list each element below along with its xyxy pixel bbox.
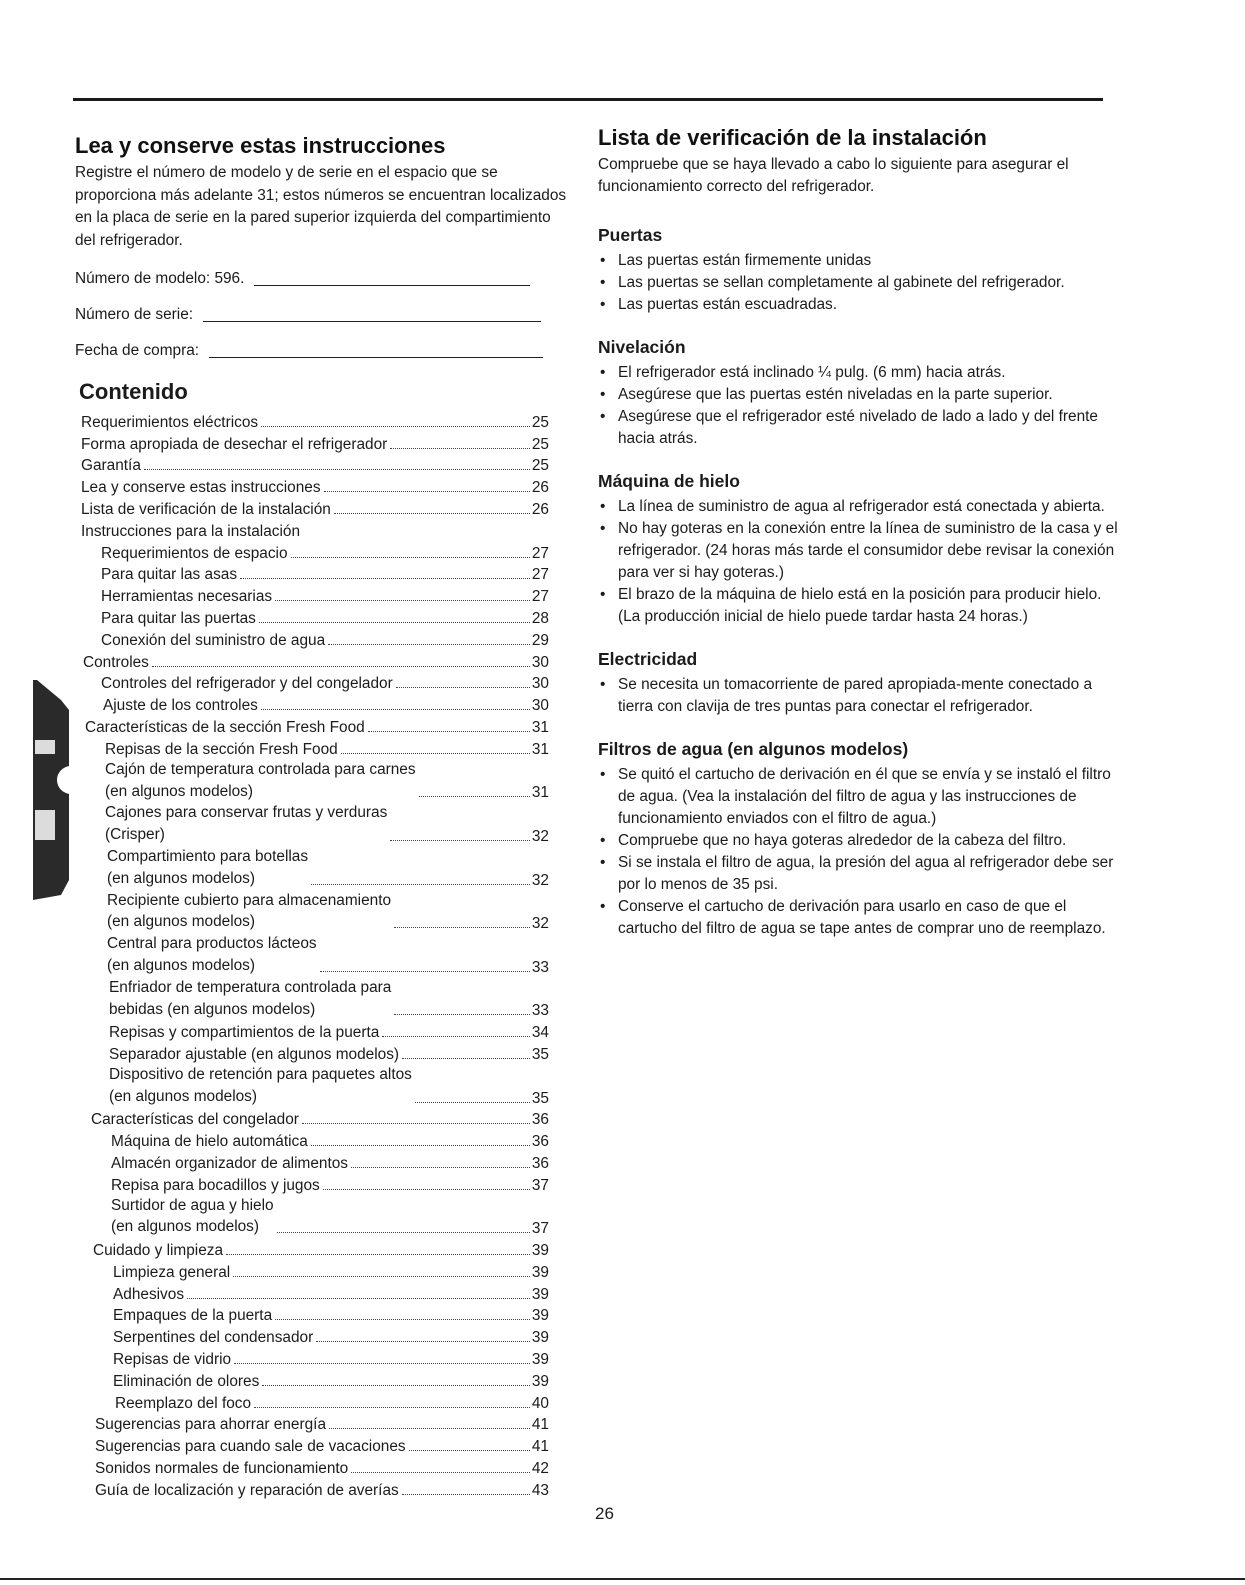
electricity-heading: Electricidad xyxy=(598,649,698,669)
list-item: • Conserve el cartucho de derivación para usarlo en caso de que el cartucho del filtro de agua se tape antes de comprar uno de reemplazo. xyxy=(598,896,1118,940)
toc-entry: Requerimientos de espacio 27 xyxy=(101,544,549,562)
toc-entry: Limpieza general 39 xyxy=(113,1263,549,1281)
toc-entry: Enfriador de temperatura controlada para bebidas (en algunos modelos) 33 xyxy=(109,978,549,1020)
toc-entry: Repisas de vidrio 39 xyxy=(113,1351,549,1369)
toc-entry: Empaques de la puerta 39 xyxy=(113,1307,549,1325)
toc-entry: Cajón de temperatura controlada para carnes (en algunos modelos) 31 xyxy=(105,760,549,802)
list-item: • No hay goteras en la conexión entre la línea de suministro de la casa y el refrigerador. (24 horas más tarde el consumidor debe revisar la conexión para ver si hay goteras.) xyxy=(598,518,1118,584)
leveling-heading: Nivelación xyxy=(598,337,686,357)
toc-entry: Dispositivo de retención para paquetes altos (en algunos modelos) 35 xyxy=(109,1065,549,1107)
toc-entry: Guía de localización y reparación de averías 43 xyxy=(95,1481,549,1499)
read-save-intro: Registre el número de modelo y de serie en el espacio que se proporciona más adelante 31; estos números se encuentran localizados en la placa de serie en la pared superior izquierda del compartimiento del refrigerador. xyxy=(75,164,567,249)
toc-entry: Eliminación de olores 39 xyxy=(113,1372,549,1390)
bottom-rule xyxy=(0,1578,1245,1580)
model-number-line[interactable] xyxy=(254,285,530,286)
toc-entry: Características de la sección Fresh Food 31 xyxy=(85,718,549,736)
toc-title: Contenido xyxy=(79,379,188,404)
toc-entry: Herramientas necesarias 27 xyxy=(101,588,549,606)
serial-number-label: Número de serie: xyxy=(75,306,194,323)
toc-entry: Máquina de hielo automática 36 xyxy=(111,1133,549,1151)
toc-entry: Almacén organizador de alimentos 36 xyxy=(111,1154,549,1172)
toc-entry: Compartimiento para botellas (en algunos modelos) 32 xyxy=(107,847,549,889)
toc-entry: Adhesivos 39 xyxy=(113,1285,549,1303)
table-of-contents xyxy=(81,410,549,1500)
toc-entry: Repisas de la sección Fresh Food 31 xyxy=(105,740,549,758)
right-column xyxy=(598,124,1118,940)
doors-list xyxy=(598,250,1118,316)
toc-entry: Características del congelador 36 xyxy=(91,1111,549,1129)
list-item: • Compruebe que no haya goteras alrededor de la cabeza del filtro. xyxy=(598,830,1118,852)
ice-maker-heading: Máquina de hielo xyxy=(598,471,740,491)
toc-entry: Sonidos normales de funcionamiento 42 xyxy=(95,1460,549,1478)
list-item: • Las puertas están firmemente unidas xyxy=(598,250,1118,272)
toc-entry: Para quitar las puertas 28 xyxy=(101,609,549,627)
toc-entry: Repisa para bocadillos y jugos 37 xyxy=(111,1176,549,1194)
water-filters-heading: Filtros de agua (en algunos modelos) xyxy=(598,739,909,759)
ice-maker-list xyxy=(598,496,1118,628)
model-number-field[interactable] xyxy=(75,266,575,288)
list-item: • Si se instala el filtro de agua, la presión del agua al refrigerador debe ser por lo menos de 35 psi. xyxy=(598,852,1118,896)
model-number-label: Número de modelo: 596. xyxy=(75,270,245,287)
top-rule xyxy=(73,98,1103,101)
toc-entry: Sugerencias para ahorrar energía 41 xyxy=(95,1416,549,1434)
list-item: • La línea de suministro de agua al refrigerador está conectada y abierta. xyxy=(598,496,1118,518)
serial-number-line[interactable] xyxy=(203,321,541,322)
toc-entry: Conexión del suministro de agua 29 xyxy=(101,631,549,649)
toc-entry: Lea y conserve estas instrucciones 26 xyxy=(81,479,549,497)
list-item: • Se necesita un tomacorriente de pared apropiada-mente conectado a tierra con clavija de tres puntas para conectar el refrigerador. xyxy=(598,674,1118,718)
toc-entry: Garantía 25 xyxy=(81,457,549,475)
page-number: 26 xyxy=(595,1504,614,1523)
toc-entry: Repisas y compartimientos de la puerta 34 xyxy=(109,1024,549,1042)
purchase-date-line[interactable] xyxy=(209,357,543,358)
toc-entry: Requerimientos eléctricos 25 xyxy=(81,413,549,431)
toc-entry: Cuidado y limpieza 39 xyxy=(93,1242,549,1260)
leveling-list xyxy=(598,362,1118,450)
toc-entry: Controles 30 xyxy=(83,653,549,671)
list-item: • Se quitó el cartucho de derivación en él que se envía y se instaló el filtro de agua. (Vea la instalación del filtro de agua y las instrucciones de funcionamiento enviados con el filtro de agua.) xyxy=(598,764,1118,830)
list-item: • El brazo de la máquina de hielo está en la posición para producir hielo. (La producción inicial de hielo puede tardar hasta 24 horas.) xyxy=(598,584,1118,628)
toc-entry: Ajuste de los controles 30 xyxy=(103,697,549,715)
toc-entry: Serpentines del condensador 39 xyxy=(113,1329,549,1347)
toc-entry: Separador ajustable (en algunos modelos) 35 xyxy=(109,1045,549,1063)
language-side-tab xyxy=(27,680,69,900)
list-item: • Las puertas se sellan completamente al gabinete del refrigerador. xyxy=(598,272,1118,294)
toc-entry: Sugerencias para cuando sale de vacaciones 41 xyxy=(95,1438,549,1456)
install-checklist-intro: Compruebe que se haya llevado a cabo lo siguiente para asegurar el funcionamiento correcto del refrigerador. xyxy=(598,156,1069,195)
water-filters-list xyxy=(598,764,1118,940)
list-item: • Asegúrese que el refrigerador esté nivelado de lado a lado y del frente hacia atrás. xyxy=(598,406,1118,450)
toc-entry: Recipiente cubierto para almacenamiento (en algunos modelos) 32 xyxy=(107,891,549,933)
left-column xyxy=(75,132,575,1500)
toc-entry: Cajones para conservar frutas y verduras (Crisper) 32 xyxy=(105,804,549,845)
list-item: • El refrigerador está inclinado ¼ pulg. (6 mm) hacia atrás. xyxy=(598,362,1118,384)
toc-entry: Para quitar las asas 27 xyxy=(101,566,549,584)
list-item: • Asegúrese que las puertas estén niveladas en la parte superior. xyxy=(598,384,1118,406)
list-item: • Las puertas están escuadradas. xyxy=(598,294,1118,316)
purchase-date-field[interactable] xyxy=(75,338,575,360)
electricity-list xyxy=(598,674,1118,718)
toc-entry: Controles del refrigerador y del congelador 30 xyxy=(101,675,549,693)
purchase-date-label: Fecha de compra: xyxy=(75,342,200,359)
doors-heading: Puertas xyxy=(598,225,663,245)
toc-entry: Surtidor de agua y hielo (en algunos modelos) 37 xyxy=(111,1196,549,1238)
toc-entry: Reemplazo del foco 40 xyxy=(115,1394,549,1412)
toc-entry: Central para productos lácteos (en algunos modelos) 33 xyxy=(107,935,549,976)
toc-entry: Lista de verificación de la instalación 26 xyxy=(81,500,549,518)
serial-number-field[interactable] xyxy=(75,302,575,324)
toc-entry: Forma apropiada de desechar el refrigerador 25 xyxy=(81,435,549,453)
toc-section: Instrucciones para la instalación xyxy=(81,522,301,540)
read-save-heading: Lea y conserve estas instrucciones xyxy=(75,133,446,158)
install-checklist-heading: Lista de verificación de la instalación xyxy=(598,125,987,150)
